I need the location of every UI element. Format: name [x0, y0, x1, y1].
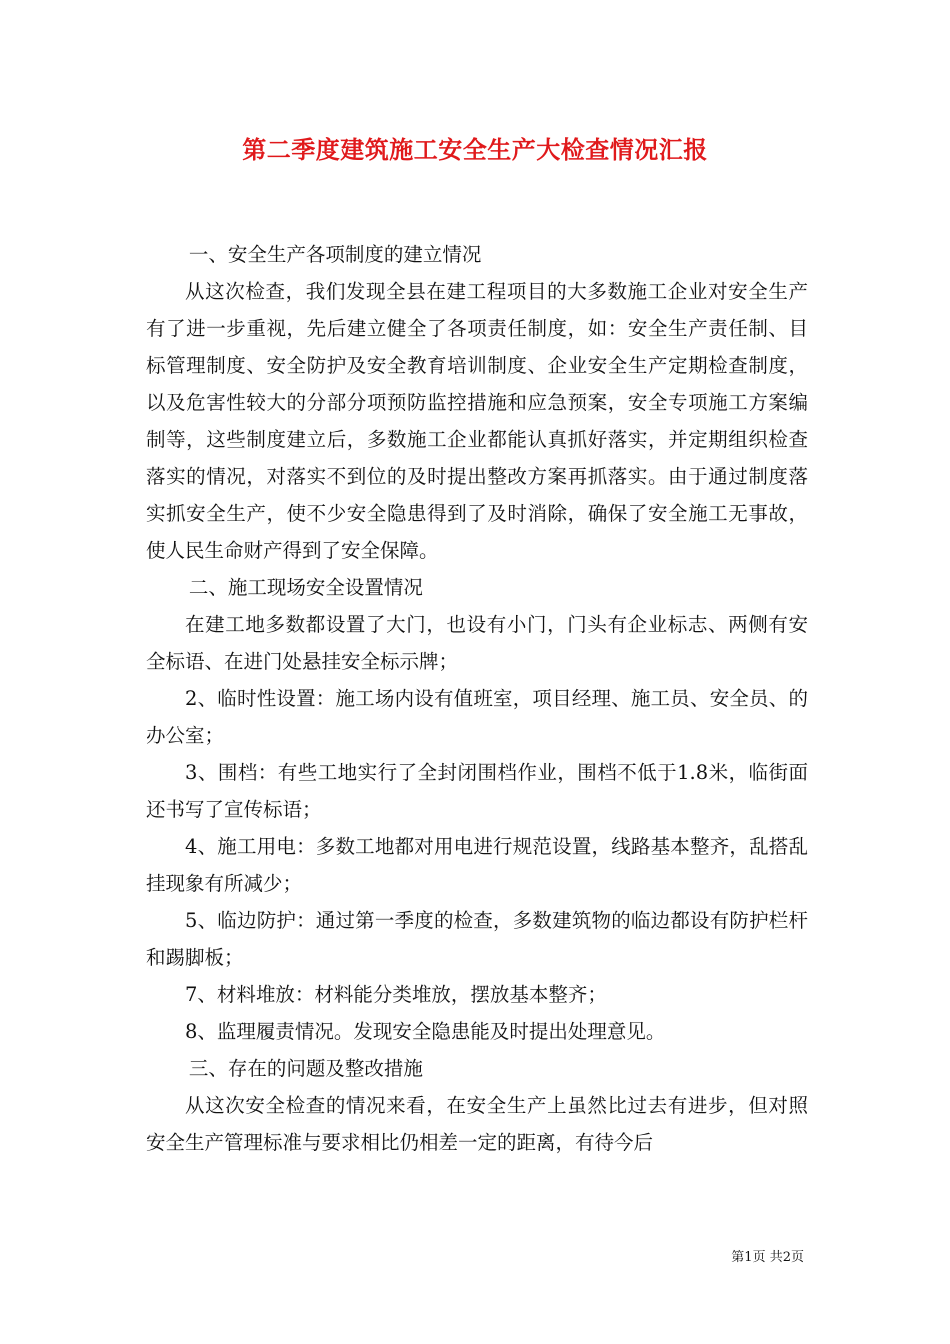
list-item: 2、临时性设置：施工场内设有值班室，项目经理、施工员、安全员、的办公室；: [146, 687, 808, 747]
document-body: [146, 236, 808, 1161]
page-prefix: 第: [731, 1250, 745, 1265]
list-item: 8、监理履责情况。发现安全隐患能及时提出处理意见。: [185, 1020, 666, 1043]
section-heading-2: 二、施工现场安全设置情况: [188, 576, 423, 599]
page-current: 1: [744, 1250, 753, 1265]
page-total: 2: [782, 1250, 791, 1265]
section-heading-1: 一、安全生产各项制度的建立情况: [188, 243, 482, 266]
section-heading-3: 三、存在的问题及整改措施: [188, 1057, 423, 1080]
list-item: 5、临边防护：通过第一季度的检查，多数建筑物的临边都设有防护栏杆和踢脚板；: [146, 909, 808, 969]
list-item: 3、围档：有些工地实行了全封闭围档作业，围档不低于1.8米，临街面还书写了宣传标语；: [146, 761, 808, 821]
list-item: 4、施工用电：多数工地都对用电进行规范设置，线路基本整齐，乱搭乱挂现象有所减少；: [146, 835, 808, 895]
document-title: 第二季度建筑施工安全生产大检查情况汇报: [242, 135, 708, 164]
page-middle: 页 共: [752, 1250, 783, 1265]
page-number: [731, 1246, 804, 1265]
page-suffix: 页: [790, 1250, 804, 1265]
paragraph: 从这次安全检查的情况来看，在安全生产上虽然比过去有进步，但对照安全生产管理标准与要求相比仍相差一定的距离，有待今后: [146, 1094, 808, 1154]
paragraph: 在建工地多数都设置了大门，也设有小门，门头有企业标志、两侧有安全标语、在进门处悬挂安全标示牌；: [146, 613, 808, 673]
list-item: 7、材料堆放：材料能分类堆放，摆放基本整齐；: [185, 983, 607, 1006]
paragraph: 从这次检查，我们发现全县在建工程项目的大多数施工企业对安全生产有了进一步重视，先后建立健全了各项责任制度，如：安全生产责任制、目标管理制度、安全防护及安全教育培训制度、企业安全生产定期检查制度，以及危害性较大的分部分项预防监控措施和应急预案，安全专项施工方案编制等，这些制度建立后，多数施工企业都能认真抓好落实，并定期组织检查落实的情况，对落实不到位的及时提出整改方案再抓落实。由于通过制度落实抓安全生产，使不少安全隐患得到了及时消除，确保了安全施工无事故，使人民生命财产得到了安全保障。: [146, 280, 808, 562]
